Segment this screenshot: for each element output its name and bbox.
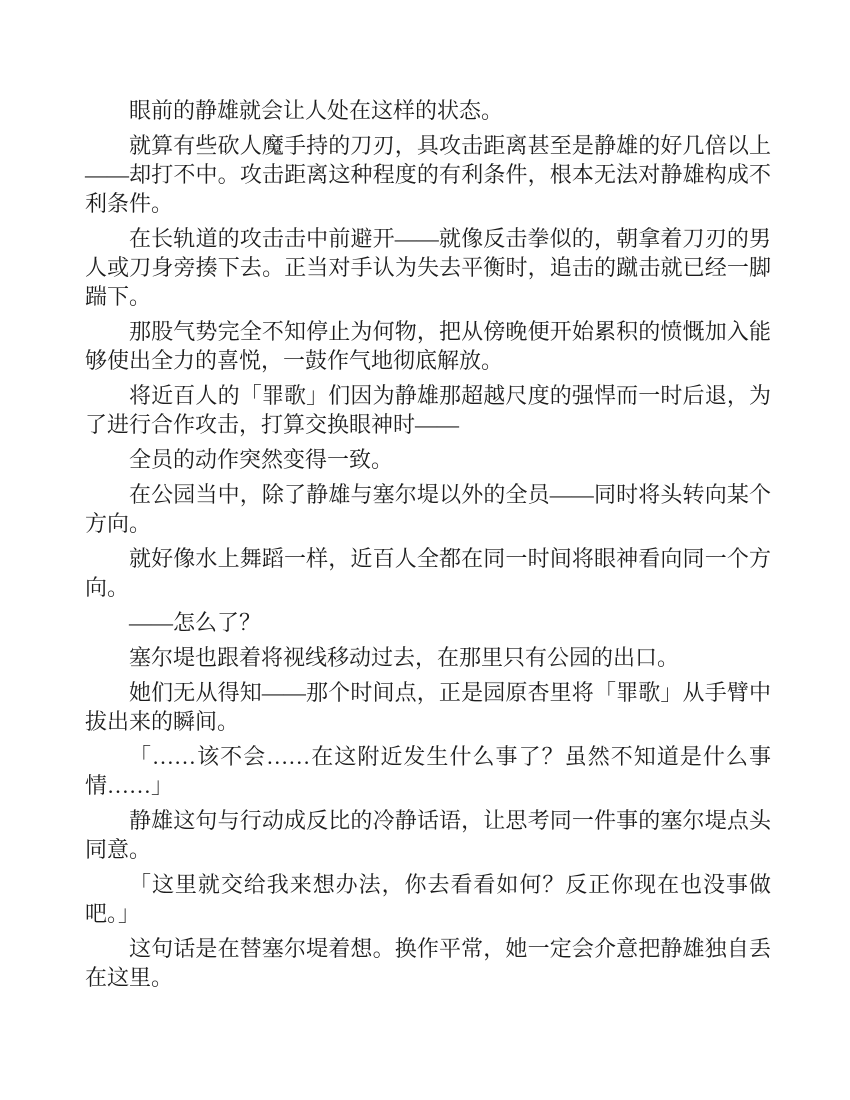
paragraph: 静雄这句与行动成反比的冷静话语，让思考同一件事的塞尔堤点头同意。 (85, 808, 771, 862)
paragraph: 将近百人的「罪歌」们因为静雄那超越尺度的强悍而一时后退，为了进行合作攻击，打算交换眼神时—— (85, 383, 771, 437)
paragraph: 塞尔堤也跟着将视线移动过去，在那里只有公园的出口。 (129, 645, 680, 670)
novel-text-block (85, 96, 771, 998)
paragraph: 眼前的静雄就会让人处在这样的状态。 (129, 98, 504, 123)
paragraph: 她们无从得知——那个时间点，正是园原杏里将「罪歌」从手臂中拔出来的瞬间。 (85, 680, 771, 734)
paragraph: 就算有些砍人魔手持的刀刃，具攻击距离甚至是静雄的好几倍以上——却打不中。攻击距离这种程度的有利条件，根本无法对静雄构成不利条件。 (85, 133, 771, 216)
paragraph: 在公园当中，除了静雄与塞尔堤以外的全员——同时将头转向某个方向。 (85, 482, 771, 536)
paragraph: 在长轨道的攻击击中前避开——就像反击拳似的，朝拿着刀刃的男人或刀身旁揍下去。正当对手认为失去平衡时，追击的蹴击就已经一脚踹下。 (85, 226, 771, 309)
paragraph: 「这里就交给我来想办法，你去看看如何？反正你现在也没事做吧。」 (85, 872, 771, 926)
paragraph: 就好像水上舞蹈一样，近百人全都在同一时间将眼神看向同一个方向。 (85, 546, 771, 600)
paragraph: 那股气势完全不知停止为何物，把从傍晚便开始累积的愤慨加入能够使出全力的喜悦，一鼓作气地彻底解放。 (85, 319, 771, 373)
paragraph: 这句话是在替塞尔堤着想。换作平常，她一定会介意把静雄独自丢在这里。 (85, 936, 771, 990)
paragraph: 「……该不会……在这附近发生什么事了？虽然不知道是什么事情……」 (85, 744, 771, 798)
paragraph: ——怎么了？ (129, 610, 262, 635)
paragraph: 全员的动作突然变得一致。 (129, 447, 394, 472)
